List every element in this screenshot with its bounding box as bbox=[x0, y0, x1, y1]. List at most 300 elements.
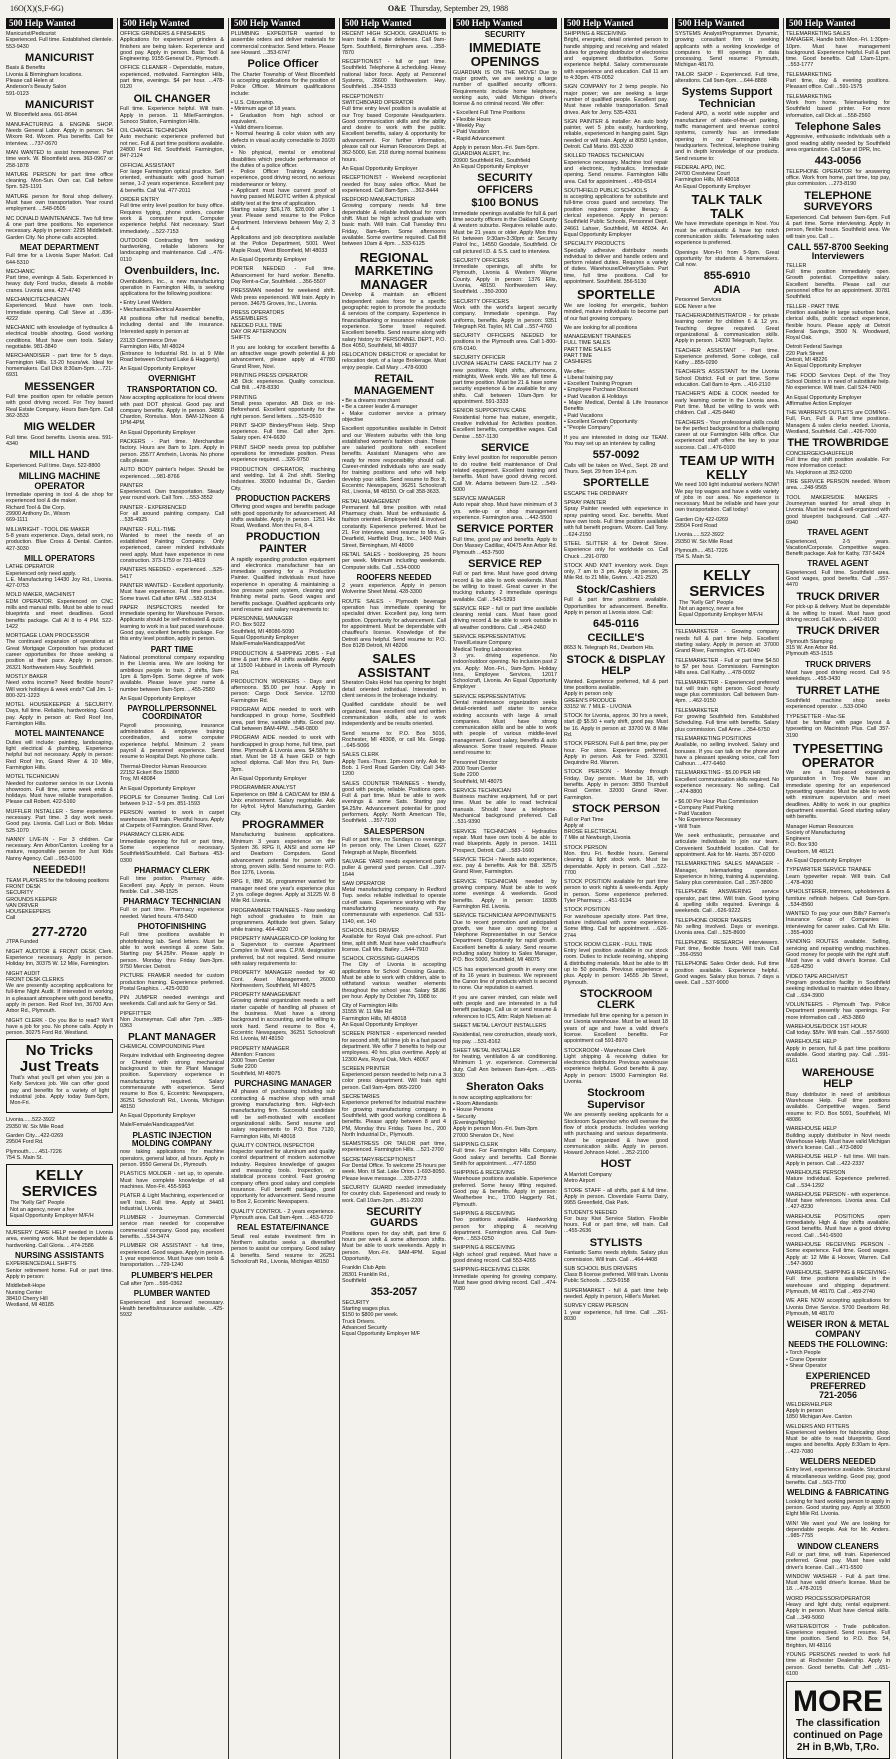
ad-text: PRINTING Small press operator. AB Dick or ink-Beforehand. Excellent opportunity for the right person. Send letters. ...525-0510 bbox=[231, 394, 335, 420]
ad-text: An Equal Opportunity Employer bbox=[231, 257, 307, 264]
ad-text: TELEMARKETING Part time, day & evening positions. Pleasant office. Call ...591-1575 bbox=[786, 71, 890, 91]
ad-title: EXPERIENCED PREFERRED 721-2056 bbox=[805, 1371, 871, 1401]
ad-text: TEACHER'S ASSISTANT for the Livonia School District. Full or part time. Some education. Call 8am to 4pm. ...416-2110 bbox=[675, 369, 779, 389]
ad-text: WRITER/EDITOR - Trade publication. Experience required. Send resume. Full time position. Send to P.O. Box 54, Brighton, MI 48116 bbox=[786, 1623, 890, 1649]
ad-text: Full time positions available in photofinishing lab. Send letters. Must be able to work evenings & some Sats. Starting pay $4.25/hr. Please apply in person. Monday thru Friday 9am-3pm. 9750 Mercier. Detroit. bbox=[120, 932, 224, 970]
ad-text: MANUFACTURING & ENGINE SHOP. Needs General Labor. Apply in person. 54 Wixom Rd. Wixom. Plus benefits. Call for interview. ...737-0670 bbox=[6, 121, 113, 147]
ad-text: PAINTER - EXPERIENCED For all around painting company. Call ...535-4925 bbox=[120, 504, 224, 524]
ad-text: PROGRAMMER TRAINEES - Now seeking high school graduates to train as programmers. Aptitude test given. Salary while training. 464-4020 bbox=[231, 907, 335, 933]
column-8 bbox=[783, 18, 890, 1759]
ad-text: Residential, new construction, steady work, top pay. ...531-8162 bbox=[453, 1032, 557, 1045]
ad-text: We seek enthusiastic, persuasive and articulate individuals to join our team. Convenient Southfield location. Call for appointment. Ask for Mr. Harris. 357-0200 bbox=[675, 833, 779, 858]
kelly-services-title: KELLY SERVICES bbox=[21, 1167, 98, 1201]
column-7 bbox=[672, 18, 779, 1759]
ad-title: TYPESETTING OPERATOR bbox=[792, 740, 884, 770]
ad-text: All positions offer full medical benefits, including dental and life insurance. Interested apply in person at: bbox=[120, 316, 224, 335]
ad-text: Full or part time, no Sundays no evenings. In person only. The Linen Closet, 6227 Telegraph at Maple, Bloomfield. bbox=[342, 837, 446, 856]
ad-title: OVERNIGHT bbox=[148, 374, 196, 384]
ad-text: We are presently seeking applicants for a Stockroom Supervisor who will oversee the flow of stock products. Includes working with purchasing and various departments. Must be organized & have good communication skills. Apply in person. Howard Johnson Hotel. ...352-2100 bbox=[564, 1112, 668, 1157]
ad-text: SHIPPING & RECEIVING High school grad required. Must have a good driving record. Call 553-4265 bbox=[453, 1245, 557, 1264]
ad-title: SALES ASSISTANT bbox=[357, 651, 431, 680]
ad-title: 645-0116 bbox=[593, 618, 639, 631]
ad-text: WAREHOUSE PERSON Mature individual. Experience preferred. Call ...534-1292 bbox=[786, 1169, 890, 1189]
ad-title: Stock/Cashiers bbox=[576, 583, 656, 596]
ad-text: Southfield machine shop seeks experienced operator. ...533-0040 bbox=[786, 698, 890, 711]
kelly-services-logo bbox=[6, 1164, 113, 1226]
ad-text: OIL CHANGE TECHNICIAN Auto mechanic experience preferred but not nec. Full & part time positions available. 24800 Ford Rd. Southfield. Farmington, 847-2124 bbox=[120, 128, 224, 160]
ad-text: TELEPHONE ORDER TAKERS No selling involved. Days or evenings. Livonia area. Call ...525-8600 bbox=[675, 917, 779, 937]
ad-title: Police Officer bbox=[247, 58, 319, 71]
ad-title: NEEDS THE FOLLOWING: bbox=[788, 1340, 888, 1350]
column-1 bbox=[6, 18, 113, 1759]
ad-title: PAYROLL/PERSONNEL COORDINATOR bbox=[127, 704, 217, 722]
ad-title: TELEPHONE SURVEYORS bbox=[803, 189, 873, 214]
ad-text: Full time. Good benefits. Livonia area. 591-4340 bbox=[6, 434, 113, 448]
ad-text: WINDOW WASHER - Full & part time. Must have valid driver's license. Must be 18. ...478-2015 bbox=[786, 1573, 890, 1593]
ad-text: Full time. Experience helpful. Will train. Apply in person. 11 Mile/Farmington. Sunoco Station, Farmington Hills. bbox=[120, 106, 224, 125]
ad-text: VENDING ROUTES available. Selling, servicing and repairing vending machines. Good money for people with the right stuff. Must have a valid driver's license. Call ...628-4250 bbox=[786, 939, 890, 971]
ad-text: PAINTER - FULL-TIME Wanted to meet the needs of an established Painting Company. Only experienced, career minded individuals need apply. Must have experience in new construction. 373-1759 or 731-4819 bbox=[120, 526, 224, 565]
ad-text: PRINT SHOP Bindery/Press Help. Shop experience. Full time. Call after 3pm. Salary open. 474-6630 bbox=[231, 422, 335, 442]
ad-text: SECURITY OFFICER LIVONIA HEALTH CARE FACILITY has 2 new positions. Night shifts, afternoons, midnights, Week ends. We are full time & part time position. Must be 21 & have some security experience & be available for any shifts. Call between 10am-3pm for appointment. 591-3333 bbox=[453, 355, 557, 406]
ad-text: SERVICE REPRESENTATIVE Dental maintenance organization seeks detail-oriented self starter to service existing accounts with large & small companies. Must have strong communication skills and be able to work with people of various middle-level management. Good salary, benefits & auto allowance. Some travel required. Please send resume to: bbox=[453, 693, 557, 757]
ad-text: FEDERAL APD, INC. 24700 Crestview Court Farmington Hills, MI 48018 An Equal Opportunity Employer bbox=[675, 164, 751, 190]
ad-text: City of Farmington Hills 31555 W. 11 Mile Rd Farmington Hills, MI 48018 An Equal Opportunity Employer bbox=[342, 1003, 418, 1029]
ad-text: Manicurist/Pedicurist Experienced. Full time. Established clientele. 553-9430 bbox=[6, 31, 113, 50]
date-line: Thursday, September 29, 1988 bbox=[410, 3, 509, 13]
ad-text: MERCHANDISER - part time for 5 days. Farmington Hills. 13-20 hours/wk. Ideal for homemakers. Call Dick 8:30am-5pm. ...721-6931 bbox=[6, 353, 113, 379]
ad-text: Plymouth.....451-7226 754 S. Main St. bbox=[675, 547, 728, 561]
ad-text: STOCK AND KNIT inventory work. Days only, 7 am to 3 pm. Apply in person, 25 Mile Rd. to 21 Mile, Gwinn. ...421-2520 bbox=[564, 562, 668, 582]
ad-text: SECRETARIES Experience preferred for industrial machine for growing manufacturing company in Southfield, with good working conditions & benefits. Please apply between 8 and 4 PM, Monday thru Friday. Taxes Inc., 200 North Industrial Dr., Plymouth. bbox=[342, 1094, 446, 1138]
ad-text: MUFFLER INSTALLER - Some experience necessary. Part time. 3 day work week. Good pay. Livonia. Call Luci or Bob. Midas 525-1070 bbox=[6, 808, 113, 834]
ad-text: STORE STAFF - all shifts, part & full time. Apply in person. Cloverdale Farms Dairy, 9955 Greenfield, Oak Park. bbox=[564, 1187, 668, 1207]
ad-text: PACKERS - Part time. Merchandise factory. Hours are 8am to 1pm. Apply in person. 25577 Amrhein, Livonia. No phone calls please. bbox=[120, 439, 224, 464]
ad-text: WAREHOUSE HELP - full time. Will train. Apply in person. Call ...422-2337 bbox=[786, 1154, 890, 1167]
ad-text: Small real estate investment firm in Northern suburbs seeks a diversified person to assist our company. Good salary & benefits. Send resume to: 26251 Schoolcraft Rd., Livonia, Michigan 48150 bbox=[231, 1233, 335, 1265]
kelly-services-tagline: The "Kelly Girl" People Not an agency, never a fee Equal Opportunity Employer M/F/H bbox=[679, 599, 763, 619]
ad-text: Personnel Services EOE Never a fee bbox=[675, 297, 722, 310]
ad-text: MOTEL TECHNICIAN Needed for customer service in our Livonia showroom. Full time, some week ends & holidays. Must have reliable transportation. Please call Robert. 422-5160 bbox=[6, 774, 113, 806]
ad-title: MILL HAND bbox=[29, 449, 90, 462]
ad-title: WEISER IRON & METAL COMPANY bbox=[786, 1319, 890, 1339]
ad-text: MECHANIC Part time, evenings & Sats. Experienced in heavy duty Ford trucks, diesels & mobile cranes. Livonia area. 427-4740 bbox=[6, 268, 113, 294]
ad-text: TELEMARKETER - Full or part time $4.50 to $7 per hour. Commission. Farmington Hills area. Call Kathy. ...478-0092 bbox=[675, 657, 779, 677]
ad-text: TEACHER ASSISTANT - Part time. Experience preferred. Some college, call Kathy ...855-0290 bbox=[675, 347, 779, 367]
ad-title: 353-2057 bbox=[370, 1286, 418, 1299]
ad-text: Call after 7pm ...595-0362 bbox=[120, 1280, 183, 1287]
ad-text: TELEMARKETING SALES MANAGER - Manager, telemarketing operation. Experience in hiring, training & supervising. Salary plus commission. Call ...357-3800 bbox=[675, 861, 779, 887]
ad-title: IMMEDIATE OPENINGS bbox=[469, 40, 541, 70]
ad-text: • Excellent Full Time Positions • Flexible Hours • Weekly Pay • Paid Vacation • Rapid Advancement bbox=[453, 110, 525, 142]
ad-title: MIG WELDER bbox=[23, 421, 96, 434]
ad-text: Franklin Club Apts 28301 Franklin Rd., Southfield bbox=[342, 1265, 390, 1284]
ad-text: SALES CLERK Apply Tues.-Thurs. 1pm-noon only. Ask for Bob. 1 Ford Road Garden City. Call 348-1200 bbox=[342, 752, 446, 778]
ad-title: PRODUCTION PAINTER bbox=[246, 531, 320, 555]
ad-title: MANICURIST bbox=[24, 98, 95, 111]
ad-text: TELEMARKETER - Growing company needs full & part time help. Excellent starting salary. Apply in person at: 37000 Grand River, Farmington. 471-6040 bbox=[675, 629, 779, 655]
ad-text: Middlebelt-Hope Nursing Center 38410 Cherry Hill Westland, MI 48185 bbox=[6, 1283, 54, 1309]
ad-title: Sheraton Oaks bbox=[466, 1081, 544, 1094]
ad-text: Positions open for day shift, part time 6 hours per week & some afternoon shifts. Must be able to work weekends. Apply in person. Mon.-Fri. 9AM-4PM. Equal Opportunity. bbox=[342, 1230, 446, 1263]
ad-text: PROPERTY MANAGER/CO-OP looking for a Supervisor to oversee Apartment Complex in West area. C.P.M. designation preferred, but not required. Send resume with salary requirements to: bbox=[231, 935, 335, 967]
ad-text: We need 100 light industrial workers NOW! We pay top wages and have a wide variety of jobs in our area. No experience is necessary. Must be reliable and have your own transportation. Call today! bbox=[675, 482, 779, 514]
ad-title: Ovenbuilders, Inc. bbox=[124, 265, 220, 278]
ad-text: An Equal Opportunity Employer Affirmative Action Employer bbox=[786, 394, 862, 407]
ad-text: Offering good wages and benefits package with good opportunity for advancement. All shifts available. Apply in person. 1251 Hix Road, Westland. Mon thru Fri, 8-4. bbox=[231, 504, 335, 530]
ad-title: STYLISTS bbox=[589, 1236, 643, 1249]
ad-text: PIPEFITTER Non Journeyman. Call after 7pm. ...985-0363 bbox=[120, 1010, 224, 1030]
ad-text: ORDER ENTRY Full time entry level position for busy office. Requires typing, phone orders, counter work & computer input. Computer experience helpful. Not necessary. Start immediately. ...522-7153 bbox=[120, 197, 224, 235]
ad-text: SERVICE TECH - Needs auto experience, exc. pay & benefits. Ask for Bill. 32575 Grand River, Farmington. bbox=[453, 856, 557, 876]
ad-title: Telephone Sales bbox=[795, 120, 881, 133]
ad-text: PLUMBING EXPEDITER wanted to assemble orders and deliver materials for commercial contractor. Send letters. Please see Howard. ...353-6747 bbox=[231, 31, 335, 56]
ad-text: Must have good driving record. Call 9-5 weekdays. ...455-3430 bbox=[786, 669, 890, 683]
ad-text: RECEPTIONIST - Weekend receptionist needed for busy sales office. Must be experienced. Call 8am-5pm. ...362-8444 bbox=[342, 175, 446, 194]
ad-title: STOCKROOM CLERK bbox=[579, 987, 653, 1012]
column-2 bbox=[117, 18, 224, 1759]
ad-text: An Equal Opportunity Employer bbox=[231, 776, 307, 783]
ad-title: TURRET LATHE bbox=[796, 684, 880, 697]
boxed-ad-text: That's what you'll get when you join a Kelly Services job. We can offer good pay and benefits for a variety of light industrial jobs. Apply today 9am-5pm, Mon-Fri. bbox=[10, 1074, 109, 1107]
ad-text: WIN! We want you! We are looking for dependable people. Ask for Mr. Anders. ...985-7755 bbox=[786, 1520, 890, 1540]
ad-text: SPRAY PAINTER Spray Painter needed with experience in spray painting wood. Exc. benefits. Must have own tools. Full time position available with full benefit program. Wixom. Call Tony. ...624-2150 bbox=[564, 500, 668, 538]
ad-text: STOCKROOM - Warehouse Clerk Light shipping & receiving duties for electronics distributor. Previous warehouse experience helpful. Good benefits & pay. Apply in person: 15000 Farmington Rd. Livonia. bbox=[564, 1047, 668, 1085]
ad-text: THE WARREN'S OUTLETS are COMING - Full, Fun, Full & Part time positions. Managers & sales clerks needed. Livonia, Westland, Southfield. Call ...426-7000 bbox=[786, 410, 890, 436]
ad-title: MILL OPERATORS bbox=[24, 553, 95, 563]
ad-text: SUB SCHOOL BUS DRIVERS Class B license preferred. Will train. Livonia Public Schools. ...523-9158 bbox=[564, 1265, 668, 1285]
section-header: 500 Help Wanted bbox=[120, 18, 224, 29]
ad-text: Full & part time positions available. Opportunities for advancement. Benefits. Apply in person at Livonia store. Call: bbox=[564, 597, 668, 616]
kelly-services-logo bbox=[675, 564, 779, 626]
ad-title: TALK TALK TALK bbox=[691, 192, 763, 221]
ad-text: We are a fast-paced expanding organization in Troy. We have an immediate opening for an experienced typesetting operator. Must be able to work with minimum supervision and meet deadlines. Ability to work in our graphics department essential. Good starting salary with benefits. bbox=[786, 770, 890, 821]
ad-text: THE FOOD Services Dept. of the Troy School District is in need of substitute help. No experience. Will train. Call 524-7400 bbox=[786, 372, 890, 392]
ad-text: WAREHOUSE HELP Apply in person, full & part time positions available. Good starting pay. Call ...591-6161 bbox=[786, 1039, 890, 1065]
ad-text: A Marriott Company Metro Airport bbox=[564, 1172, 612, 1185]
ad-text: • Entry Level Welders • Mechanical/Electrical Assembler bbox=[120, 300, 201, 313]
ad-text: Full or part time. Must have good driving record & be able to work weekends. Must be willing to travel. Great career in the trucking industry. 2 immediate openings available. Call ...543-5393 bbox=[453, 571, 557, 603]
ad-text: SAW OPERATOR Metal manufacturing company in Redford Twp. seeks reliable individual to operate cut-off saws. Experience working with the manufacturing necessary. Pay commensurate with experience. Call 531-1140, ext. 140 bbox=[342, 880, 446, 925]
ad-text: An Equal Opportunity Employer bbox=[120, 785, 196, 792]
ad-title: OIL CHANGER bbox=[133, 92, 211, 105]
ad-text: CHEMICAL COMPOUNDING Plant bbox=[120, 1044, 205, 1051]
ad-text: TELEPHONE Sales Order desk. Full time position available. Experience helpful. Good wages. Salary plus bonus. 7 days a week. Call ...537-9000 bbox=[675, 961, 779, 987]
ad-text: An Equal Opportunity Employer bbox=[120, 1113, 196, 1120]
ad-title: 557-0092 bbox=[592, 449, 640, 462]
ad-text: TELEMARKETER - Experienced preferred but will train right person. Good hourly wage plus commission. Call between 9am-4pm. ...462-9150 bbox=[675, 679, 779, 705]
ad-text: PAINTERS NEEDED - experienced. ...525-5417 bbox=[120, 567, 224, 580]
ad-title: NURSING ASSISTANTS bbox=[15, 1251, 104, 1261]
ad-text: OFFICIAL ASSISTANT For large Farmington optical practice. Self oriented, enthusiastic with good human sense, 1-2 years experience. Excellent pay & benefits. Call Val. 477-2011 bbox=[120, 162, 224, 194]
ad-text: Immediate full time opening for a person in our Livonia warehouse. Must be at least 18 years of age and have a valid driver's license. Excellent benefits. For appointment call 591-8970 bbox=[564, 1013, 668, 1045]
ad-text: PRODUCTION & SHIPPING JOBS - Full time & part time. All shifts available. Apply at 11500 Hubbard in Livonia off Plymouth Rd. bbox=[231, 650, 335, 676]
ad-text: PAINTER Experienced. Own transportation. Steady year round work. Call Tom. ...553-3552 bbox=[120, 482, 224, 502]
ad-text: SALES COUNTER TRAINEES - friendly, good with people, reliable. Positions open. Full & part time. Must be able to work evenings & some Sats. Starting pay $4.25/hr. Advancement potential for good performers. Apply: North American Tile, Southfield. ...357-7100 bbox=[342, 780, 446, 825]
ad-text: Send resume to: P.O. Box 5016, Rochester, MI 48308, or call Ms. Gregg. ...645-5066 bbox=[342, 730, 446, 750]
ad-text: SECURITY GUARD needed immediately for country club. Experienced and ready to work. Call 10am-2pm. ...851-2200 bbox=[342, 1184, 446, 1204]
ad-text: Full time, good pay and benefits. Apply to Don Massey Cadillac, 40475 Ann Arbor Rd. Plymouth ...453-7500 bbox=[453, 536, 557, 556]
ad-text: SHIPPING-RECEIVING CLERK Immediate opening for growing company. Must have good driving record. Call ...474-7080 bbox=[453, 1267, 557, 1293]
ad-title: PLUMBER'S HELPER bbox=[131, 1270, 213, 1280]
ad-text: SHIPPING & RECEIVING Two positions available. Hardworking person for shipping & receiving department. Farmington area. Call 9am-4pm. ...553-0250 bbox=[453, 1210, 557, 1243]
ad-text: Openings Mon-Fri from 5-9pm. Great opportunity for students & homemakers. Call now. bbox=[675, 249, 779, 269]
ad-text: An Equal Opportunity Employer bbox=[342, 165, 418, 172]
column-6 bbox=[561, 18, 668, 1759]
ad-text: Federal APD, a world wide supplier and manufacturer of state-of-the-art parking, traffic management and revenue control systems, currently has an immediate opening in our Farmington Hills headquarters. Technical, telephone training and in depth knowledge of our products. Send resume to: bbox=[675, 111, 779, 162]
ad-title: MANICURIST bbox=[24, 51, 95, 64]
ad-text: WAREHOUSE RECEIVING PERSON - Some experience. Full time. Good wages. Apply at: 12 Mile & Hoover, Warren. Call ...547-3600 bbox=[786, 1241, 890, 1267]
ad-text: SERVICE REP - full or part time available cleaning rental cars. Must have good driving record & be able to work outside in all weather conditions. Call ...454-2460 bbox=[453, 605, 557, 631]
ad-text: PROPERTY MANAGER needed for 40 Cont. Asset Management, 26000 Northwestern, Southfield, MI 48075 bbox=[231, 970, 335, 989]
ad-title: TRAVEL AGENT bbox=[807, 559, 869, 569]
ad-text: The Charter Township of West Bloomfield is accepting applications for the position of Police Officer. Minimum qualifications include: bbox=[231, 71, 335, 97]
ad-text: TELEMARKETING POSITIONS Available, no selling involved. Salary and bonuses. If you can talk on the phone and have a pleasant speaking voice, call Tom Calhoun. ...477-6460 bbox=[675, 735, 779, 768]
ad-title: SALESPERSON bbox=[363, 826, 425, 836]
ad-text: PRODUCTION OPERATOR, machining and welding. 1st & 2nd shift. Sterling Industries. 39300 Industrial Dr., Garden City. bbox=[231, 466, 335, 492]
ad-text: OFFICE CLEANER - Dependable, mature, experienced, motivated. Farmington Hills, part time, evenings. $4 per hour. ...478-0120 bbox=[120, 65, 224, 91]
section-header: 500 Help Wanted bbox=[564, 18, 668, 29]
ad-text: TELLER Full time position immediately open. Growth potential. Competitive salary. Excellent benefits. Please call our personnel office for an appointment. 30781 Southfield. bbox=[786, 262, 890, 301]
paper-name: O&E bbox=[387, 3, 407, 13]
ad-text: Payroll processing, insurance administration & employee training coordination, and some computer experience helpful. Minimum 2 years payroll & personnel experience. Send resume to Hospital Dept. No phone calls. bbox=[120, 722, 224, 761]
ad-text: SYSTEMS Analyst/Programmer. Dynamic, growing consultant firm is seeking applicants with a working knowledge of computers to fill openings in data processing. Send resume: Plymouth, Michigan 48170. bbox=[675, 31, 779, 69]
ad-text: PLATER & Light Machining, experienced or we'll train. Full time. Apply at 34401 Industrial, Livonia. bbox=[120, 1193, 224, 1212]
ad-title: TRUCK DRIVERS bbox=[805, 659, 871, 669]
ad-title: PHARMACY TECHNICIAN bbox=[123, 897, 221, 907]
ad-text: A rapidly expanding production equipment and electronics manufacturer has an immediate opening for a Production Painter. Qualified individuals must have experience in operating & maintaining a low pressure paint system, cleaning and finishing metal parts. Good wages and benefits package. Qualified applicants only send resume and salary requirements to: bbox=[231, 556, 335, 613]
ad-columns bbox=[6, 18, 890, 1754]
ad-text: MATURE PERSON for part time office cleaning. Mon-Sun. Own car. Call before 5pm. 525-1191 bbox=[6, 171, 113, 191]
ad-text: 8653 N. Telegraph Rd., Dearborn Hts. bbox=[564, 645, 655, 652]
ad-text: Thermal-Director Human Resources 22152 Eckert Box 15800 Troy, MI 48084 bbox=[120, 763, 207, 783]
more-title: MORE bbox=[793, 1685, 883, 1719]
ad-text: RELOCATION DIRECTOR or specialist for relocation dept. of a large Brokerage. Must enjoy people. Call Mary ...478-6000 bbox=[342, 352, 446, 371]
ad-text: SERVICE TECHNICIAN needed by growing company. Must be able to work some evenings & weekends. Good benefits. Apply in person: 18305 Farmington Rd. Livonia. bbox=[453, 878, 557, 910]
ad-text: WAREHOUSE/DOCK 1ST HOUR Call today. $5/hr. Will train. Call ...557-5600 bbox=[786, 1023, 890, 1037]
ad-text: PORTER NEEDED - Full time. Advancement for hard worker. Benefits. Day Rent-a-Car, Southfield. ...356-5507 bbox=[231, 266, 335, 285]
ad-text: Full time position. Pharmacy aide. Excellent pay. Apply in person. Hours flexible. Call ...348-1525 bbox=[120, 876, 224, 895]
ad-title: THE TROWBRIDGE bbox=[787, 437, 889, 450]
ad-text: Immediate opening in tool & die shop for experienced tool & die maker. Richard Tool & Die Corp. 29900 Anthony Dr., Wixom 669-1111 bbox=[6, 492, 113, 524]
ad-text: STEEL SLITTER & for Detroit Store. Experience only for worldwide co. Call Chuck ...291-0780 bbox=[564, 540, 668, 560]
ad-text: PROPERTY MANAGER Attention: Frances 2000 Town Center Suite 2200 Southfield, MI 48075 bbox=[231, 1045, 290, 1077]
ad-text: Plymouth Stamping 315 W. Ann Arbor Rd. Plymouth 453-1515 bbox=[786, 638, 838, 658]
ad-title: ADIA bbox=[713, 283, 741, 296]
ad-text: All phases of purchasing including sub contracting & machine shop with small growing manufacturing firm. High-tech manufacturing firm. Successful candidate will be self-motivated with excellent organizational skills. Send resume and salary requirements to P.O. Box 7120, Farmington Hills, MI 48018 bbox=[231, 1089, 335, 1140]
ad-text: SECURITY OFFICERS Work with the world's largest security company. Immediate openings. Pay uniforms, benefits. Apply in person: 9351 Telegraph Rd. Taylor, MI. Call ...557-4760 bbox=[453, 298, 557, 330]
ad-title: PLANT MANAGER bbox=[128, 1031, 216, 1043]
ad-text: National promotional company expanding in the Livonia area. We are looking for ambitious people to train. 2 shifts, 9am-1pm & 5pm-9pm. Some degree of work available. Please leave your name & number between 9am-5pm. ...455-2580 bbox=[120, 655, 224, 693]
page-date-line bbox=[0, 4, 896, 13]
ad-text: PROGRAM AIDE needed to work with handicapped in group home, full time, part time. Plymouth & Livonia area. $4.58/hr to start. Must be 18 & have GED or high school diploma. Call Mon thru Fri, 9am-3pm. bbox=[231, 735, 335, 773]
ad-text: 23133 Commerce Drive Farmington Hills, MI 48024 (Entrance to Industrial Rd. is at 9 Mile Road between Orchard Lake & Haggerty) bbox=[120, 337, 224, 363]
ad-text: PRINTING PRESS OPERATOR AB Dick experience. Quality conscious. Call Bill. ...478-8330 bbox=[231, 372, 335, 392]
ad-text: PHARMACY CLERK-AIDE Immediate opening for full or part time, Some experience necessary. Southfield/Southfield. Call Barbara 453-0300 bbox=[120, 832, 224, 864]
ad-text: RPG II, IBM 36, programmer wanted for manager need one year's experience plus 2 yrs. college degree. Apply at 31225 W. 8 Mile Rd. Livonia. bbox=[231, 879, 335, 905]
column-3 bbox=[228, 18, 335, 1759]
section-header: 500 Help Wanted bbox=[231, 18, 335, 29]
ad-text: PROPERTY MANAGEMENT Growing dental organization needs a self starter capable of handling all phases of the business. Must have a strong background in accounting, and be willing to work hard. Send resume to Box 4, Eccentric Newspapers, 36251 Schoolcraft Rd. Livonia, MI 48150 bbox=[231, 992, 335, 1043]
ad-text: SENIOR SUPPORTIVE CARE Residential home has mature, energetic, creative individual for Activities position. Excellent benefits, competitive wages. Call Denise ...557-1130 bbox=[453, 408, 557, 440]
ad-title: MILLING MACHINE OPERATOR bbox=[18, 471, 101, 491]
ad-title: STOCK PERSON bbox=[572, 802, 660, 815]
ad-text: SHIPPING & RECEIVING Bright, energetic, detail oriented person to handle shipping and receiving and related duties for growing distributor of electronics and equipment distribution. Some experience helpful. Salary commensurate with experience and education. Call 11 am to 4:30pm. 478-0052 bbox=[564, 31, 668, 82]
ad-text: Detroit Federal Savings 220 Park Street Detroit, MI 48226 An Equal Opportunity Employer bbox=[786, 344, 862, 370]
more-text: The classification continued on Page 2H in B,Wb, T,Ro. bbox=[793, 1718, 883, 1754]
ad-text: An Equal Opportunity Employer bbox=[120, 429, 196, 436]
ad-text: PROGRAM AIDE needed to work with handicapped in group home, Southfield area, part time, variable shifts. Good pay. Call between 8AM-4PM. ...548-0800 bbox=[231, 707, 335, 732]
ad-text: Looking for hard working person to apply in person. Good starting pay. Apply at 30500 Eight Mile Rd. Livonia. bbox=[786, 1498, 890, 1518]
ad-text: EXPERIENCED/ALL SHIFTS Senior retirement home. Full or part time. Apply in person: bbox=[6, 1261, 113, 1281]
ad-text: SECURITY OFFICERS Immediate openings, all shifts for Plymouth, Livonia & Western Wayne County. Apply in person: 1376 Ellis, Livonia, 48150. Northwestern Hwy. Southfield. ...350-2000 bbox=[453, 257, 557, 296]
ad-text: NIGHT AUDIT FRONT DESK CLERKS We are presently accepting applications for full-time Night Audit. If interested in working in a pleasant atmosphere with good benefits, apply in person. Red Roof Inn, 36700 Ann Arbor Rd., Plymouth. bbox=[6, 970, 113, 1015]
ad-title: PHOTOFINISHING bbox=[137, 922, 207, 932]
ad-text: PRESSMAN needed for weekend shift. Web press experienced. Will train. Apply in person. 34675 Groves, Inc., Livonia. bbox=[231, 288, 335, 307]
ad-text: Livonia......522-3922 29350 W. Six Mile Road bbox=[675, 532, 733, 545]
ad-text: TYPESETTER - Mac-SE Must be familiar with page layout & typesetting on Macintosh Plus. Call 357-3190 bbox=[786, 713, 890, 739]
ad-text: NANNY LIVE-IN - For 3 children. Car necessary. Ann Arbor/Canton. Looking for a mature, responsible person for Just Kids Nanny Agency. Call ...953-0100 bbox=[6, 836, 113, 862]
ad-text: Experienced and licensed necessary. Health benefits/insurance available. ...425-5932 bbox=[120, 1299, 224, 1319]
ad-title: ROOFERS NEEDED bbox=[356, 572, 432, 582]
ad-text: PAPER INSPECTORS needed for immediate opening for Warehouse Person. Applicants should be self-motivated & quick learning to work in a fast paced warehouse. Good pay, excellent benefits package. For this entry level position, apply in person. bbox=[120, 604, 224, 643]
ad-text: We are looking for all positions bbox=[564, 324, 638, 331]
ad-text: Full or Part Time Apply at BROSE ELECTRICAL 7 Mile at Newburgh, Livonia bbox=[564, 816, 631, 842]
ad-text: MECHANIC/TECHNICIAN Experienced. Must have own tools. Immediate opening. Call Steve at ...836-4222 bbox=[6, 296, 113, 322]
section-header: 500 Help Wanted bbox=[342, 18, 446, 29]
ad-text: SIGN PAINTER & installer: An auto body painter, wet 5 jobs easily, hardworking, reliable, experienced in hanging paint. Sign needed or will train. Apply at 8050 Lyndon, Detroit. Call Mario. 891-3330 bbox=[564, 118, 668, 151]
ad-text: RECENT HIGH SCHOOL GRADUATE to learn trade & make deliveries. Call 9am-5pm. Southfield, Birmingham area. ...358-7870 bbox=[342, 31, 446, 56]
ad-text: Develop & maintain an efficient independent sales force for a specific geographic region to promote the products & services of the company. Experience in financial/banking or insurance related work experience. Some travel required. Excellent benefits. Send resume along with salary history to: PERSONNEL DEPT., P.O. Box 4050, Southfield, MI 48037 bbox=[342, 292, 446, 349]
ad-text: ROUTE SALES - Plymouth beverage operation has immediate opening for specialist driver. Excellent pay, long term position. Opportunity for advancement. Call for appointment. Must be dependable with chauffeur's license. Knowledge of the Detroit area helpful. Send resume to: P.O. Box 8128 Detroit, MI 48206 bbox=[342, 598, 446, 649]
ad-text: MOTEL HOUSEKEEPER & SECURITY. Days, full time. Reliable, hardworking. Good pay. Apply in person at: Red Roof Inn, Farmington Hills. bbox=[6, 702, 113, 728]
ad-title: TEAM UP WITH KELLY bbox=[679, 453, 775, 482]
ad-text: SCHOOL CROSSING GUARDS The City of Livonia is accepting applications for School Crossing Guards. Must be able to work with children, able to withstand various weather elements throughout the school year. Salary $8.86 per hour. Apply by October 7th, 1988 to: bbox=[342, 956, 446, 1000]
ad-text: PLUMBER OR ASSISTANT - full time, experienced. Good wages. Apply in person. 1 year experience. Must have own tools & transportation. ...729-1240 bbox=[120, 1243, 224, 1269]
ad-text: STOCK POSITION For warehouse specialty store. Part time, mature individual with some experience. Some lifting. Call for appointment. ...626-2744 bbox=[564, 907, 668, 939]
ad-text: VOLUNTEERS - Plymouth Twp. Police Department presently has openings. For more information call ...453-3869 bbox=[786, 1001, 890, 1021]
ad-text: • Be a dreams merchant • Be a career leader & manager • Make customer service a primary objective bbox=[342, 398, 446, 423]
ad-title: SECURITY bbox=[484, 30, 526, 39]
ad-title: 443-0056 bbox=[814, 155, 862, 168]
ad-text: Garden City....422-0269 29504 Ford Rd. bbox=[6, 1133, 64, 1146]
ad-text: Experienced. Full time. Days. 522-8800 bbox=[6, 462, 101, 469]
ad-text: TELEPHONE ANSWERING service operator, part time. Will train. Good typing & spelling skills required. Evenings & weekends. Call ...626-9222 bbox=[675, 889, 779, 915]
ad-text: LATHE OPERATOR Experienced only need apply. L.E. Manufacturing 14430 Joy Rd., Livonia. 427-0753 bbox=[6, 564, 113, 590]
ad-text: SKILLED TRADES TECHNICIAN Experience necessary. Machine tool repair and electronic, hydraulics. Immediate opening. Send resume. Farmington Hills area. Call for appointment. ...459-6514 bbox=[564, 153, 668, 185]
ad-text: RECEPTIONIST - full or part time. Southfield. Telephone & scheduling. Heavy national labor force. Apply at Personnel Systems, 26600 Northwestern Hwy. Southfield. ...354-1533 bbox=[342, 59, 446, 91]
ad-text: NIGHT AUDITOR & FRONT DESK Clerk. Experience necessary. Apply in person. Holiday Inn, 30375 W. 12 Mile, Farmington. bbox=[6, 948, 113, 968]
ad-text: MOLD MAKER, MACHINIST EDM OPERATOR. Experienced on CNC mills and manual mills. Must be able to read blueprints and meet deadlines. Good benefits package. Call Al 8 to 4 PM. 522-1422 bbox=[6, 592, 113, 630]
ad-text: Sheraton Oaks Hotel has opening for bright detail oriented individual. Interested in client services in the brokerage industry. bbox=[342, 680, 446, 700]
ad-text: MILLWRIGHT - TOOL DIE MAKER 5-8 years experience. Days, detail work, no production. Blue Cross & Dental. Canton. 427-3030 bbox=[6, 526, 113, 552]
ad-text: is now accepting applications for: • Room Attendants • House Persons • Security (Evenings/Nights) Apply in person Mon.-Fri. 9am-3pm 27000 Sheraton Dr., Novi bbox=[453, 1094, 538, 1139]
page-folio: 16O(X)(S,F-6G) bbox=[10, 3, 64, 13]
ad-title: PLASTIC INJECTION MOLDING COMPANY bbox=[131, 1130, 213, 1149]
ad-title: PURCHASING MANAGER bbox=[234, 1079, 332, 1089]
ad-text: TEACHER'S AIDE & COOK needed for early learning center in the Livonia area. Part time. Must be willing to work with children. Call ...425-8440 bbox=[675, 391, 779, 417]
ad-title: PLUMBER WANTED bbox=[133, 1289, 211, 1299]
ad-text: STUDENTS NEEDED For busy Kiwi Service Station. Flexible hours. Full or part time, will train. Call ...455-2636 bbox=[564, 1209, 668, 1235]
ad-title: WINDOW CLEANERS bbox=[797, 1541, 879, 1551]
ad-title: SECURITY OFFICERS bbox=[477, 172, 533, 196]
ad-title: WELDERS NEEDED bbox=[800, 1457, 876, 1467]
ad-text: • Torch People • Crane Operator • Shear Operator bbox=[786, 1350, 827, 1370]
ad-text: Qualified candidate should be well organized, have excellent oral and written communication skills, able to work independently and be results oriented. bbox=[342, 702, 446, 728]
column-4 bbox=[339, 18, 446, 1759]
ad-text: WAREHOUSE POSITIONS open immediately. High & day shifts available. Good benefits. Must have a good driving record. Call ...541-6500 bbox=[786, 1213, 890, 1239]
ad-text: NIGHT CLERK - Do you like to read? We'll have a job for you. No phone calls. Apply in person. 30275 Ford Rd. Westland. bbox=[6, 1017, 113, 1037]
ad-title: WELDING & FABRICATING bbox=[786, 1488, 890, 1498]
ad-title: PROGRAMMER bbox=[242, 818, 324, 831]
ad-text: RECEPTIONIST/ SWITCHBOARD OPERATOR Full time entry level position is available at our Troy based Corporate Headquarters. Good communication skills and the ability and desire to work with the public. Excellent benefits, salary & opportunity for advancement. For further information, please call our Human Resources Dept. at 362-5000, Ext. 218 during normal business hours. bbox=[342, 93, 446, 163]
ad-text: PRODUCTION WORKERS - Days and afternoons. $5.00 per hour. Apply in person: Cargo Dock Service. 12700 Farmington Rd. bbox=[231, 678, 335, 704]
ad-text: JTPA Funded bbox=[6, 939, 39, 946]
ad-text: Full time position open for reliable person with good driving record. For Troy based Real Estate Company. Hours 8am-5pm. Call 362-3533 bbox=[6, 394, 113, 419]
ad-text: PRESS OPERATORS ASSEMBLERS NEEDED FULL TIME DAY OR AFTERNOON SHIFTS bbox=[231, 310, 287, 342]
ad-text: PAINTER WANTED - Excellent opportunity. Must have experience. Full time position. Some travel. Call after 6PM. ...582-9134 bbox=[120, 582, 224, 602]
section-header: 500 Help Wanted bbox=[786, 18, 890, 29]
boxed-ad bbox=[6, 1039, 113, 1113]
ad-text: WELDERS AND FITTERS Experienced welders for fabricating shop. Must be able to read blueprints. Good wages and benefits. Apply 8:30am to 4pm. ...422-7080 bbox=[786, 1423, 890, 1455]
ad-text: RETAIL SALES - bookkeeping, 25 hours per week. Minimum including weekends. Computer skills. Call ...534-0000 bbox=[342, 551, 446, 571]
ad-text: STOCK for Livonia, approx. 30 hrs a week, start @ $5.50 + early shift, good pay. Must be 16. Apply in person at: 33700 W. 8 Mile Rd. bbox=[564, 713, 668, 738]
ad-text: SHEET METAL LAYOUT INSTALLERS bbox=[453, 1022, 547, 1029]
ad-text: Now accepting applications for local drivers with past DOT physical. Good pay and company benefits. Apply in person. 34860 Chardon, Romulus. Mon. 8AM-12Noon & 1PM-4PM. bbox=[120, 395, 224, 427]
ad-text: STOCK PERSON Mon. thru Fri. flexible hours. General cleaning & light stock work. Must be dependable. Apply in person. Call ...522-7700 bbox=[564, 844, 668, 876]
ad-text: GUARDIAN IS ON THE MOVE! Due to major growth, we are seeking a large number of qualified security officers. Requirements include home telephone, working auto, valid Michigan driver's license & no criminal record. We offer: bbox=[453, 69, 557, 108]
ad-text: An Equal Opportunity Employer bbox=[120, 695, 196, 702]
ad-text: SCREEN PRINTER Experienced person needed to help run a 3 color press department. Will train right person. Call 9am-4pm. 865-2200 bbox=[342, 1065, 446, 1091]
ad-text: PIN JUMPER needed evenings and weekends. Call and ask for Gerry or Sid. bbox=[120, 995, 224, 1008]
ad-title: SERVICE bbox=[480, 441, 530, 454]
ad-text: SECURITY OFFICERS NEEDED for positions in the Plymouth area. Call 1-800-678-0140. bbox=[453, 333, 557, 352]
ad-text: Manufacturing business applications. Minimum 3 years experience on the System 36. RPG II, ANSI and some HP and Dearborn Computers. Good advancement potential for person with strong, proven skills. Send resume to: P.O. Box 1276, Livonia. bbox=[231, 832, 335, 877]
ad-text: • U.S. Citizenship. • Minimum age of 18 years. • Graduation from high school or equivalent. • Valid drivers license. • Normal hearing & color vision with any defects in visual acuity correctable to 20/20 vision. • No physical, mental or emotional disabilities which preclude performance of the duties of a police officer. • Police Officer Training Academy experience, good driving record, no serious misdemeanor or felony. • Applicant must have current proof of having passed MLEOTC written & physical ability test at the time of application. Starting salary $26,178. $28,000 after 1 year. Please send resume to the Police Department. Interviews between May 2, 3 & 4. bbox=[231, 99, 335, 232]
ad-text: WAREHOUSE, SHIPPING & RECEIVING - Full time positions available in the warehouse and shipping department. Plymouth, MI 48170. Call ...459-2740 bbox=[786, 1270, 890, 1296]
ad-text: TELEMARKETING Work from home. Telemarketing for Southfield based printer. For more information, call Dick at ...558-2560 bbox=[786, 93, 890, 119]
ad-text: SEAMSTRESS OR TAILOR part time, experienced. Farmington Hills. ...521-2700 bbox=[342, 1141, 446, 1154]
ad-text: Garden City 422-0269 29504 Ford Road bbox=[675, 516, 729, 530]
ad-text: OFFICE GRINDERS & FINISHERS Applications for experienced grinders & finishers are being taken. Experience and good pay. Apply in person. Basic Tool & Engineering. 9155 General Dr., Plymouth. bbox=[120, 31, 224, 63]
ad-title: TRUCK DRIVER bbox=[796, 625, 880, 638]
ad-text: REDFORD MANUFACTURER Growing company needs full time dependable & reliable individual for noon shift. Must be high school graduate with basic math. Will train. Call Tuesday thru Friday, 8am-4pm. Some afternoons available. Some overtime required. Call Bill between 10am & 4pm. ...533-6125 bbox=[342, 197, 446, 248]
ad-title: CALL 557-8700 Seeking Interviewers bbox=[787, 242, 889, 262]
ad-text: PICTURE FRAMER needed for custom production framing. Experience preferred. Postal Graphics. ...425-0030 bbox=[120, 973, 224, 992]
column-5 bbox=[450, 18, 557, 1759]
ad-text: MORTGAGE LOAN PROCESSOR The continued expansion of operations at Great Mortgage Corporation has produced career opportunities for those seeking a position at their pace. Apply in person. 26321 Northwestern Hwy. Southfield. bbox=[6, 633, 113, 671]
ad-text: Apply in person Mon.-Fri. 9am-5pm. GUARDIAN ALERT, Inc. 20900 Southfield Rd., Southfield An Equal Opportunity Employer bbox=[453, 144, 539, 170]
ad-text: Experienced. Call between 9am-6pm. Full & part time. Some interviewing. Apply in person, flexible hours. Southfield area. We will train you. Call ... bbox=[786, 214, 890, 240]
ad-title: WAREHOUSE HELP bbox=[801, 1066, 875, 1091]
ad-text: If you are interested in doing our TEAM. You may set up an interview by calling bbox=[564, 434, 668, 447]
ad-text: Experienced, 2-5 years. Vacation/Corporate. Competitive wages. Benefit package. Ask for Kathy. 737-5424 bbox=[786, 538, 890, 558]
ad-text: STOCK PERSON - Monday through Friday. Day person. Must be 18, with benefits. Apply in person: 3850 Trumbull Road Center. 32000 Grand River. Farmington. bbox=[564, 769, 668, 801]
ad-text: TYPEWRITER SERVICE TRAINEE Learn typewriter repair. Will train. Call ...478-4090 bbox=[786, 867, 890, 886]
ad-title: SECURITY GUARDS bbox=[366, 1205, 422, 1230]
ad-text: YOUNG PERSONS needed to work full time at Rochester Dealership. Apply in person. Good benefits. Call Jeff ...651-6100 bbox=[786, 1652, 890, 1677]
ad-text: Fantastic Sams needs stylists. Salary plus commission. Will train. Call ...464-4408 bbox=[564, 1250, 668, 1263]
ad-title: MESSENGER bbox=[24, 380, 95, 393]
ad-title: SPORTELLE bbox=[582, 477, 649, 490]
ad-text: If you are looking for excellent benefits & an attractive wage growth potential & job advancement, please apply at 47780 Grand River, Novi. bbox=[231, 344, 335, 370]
ad-text: TEACHER/ADMINISTRATOR - for private learning center for children 6 & 12 yrs. Teaching degree required. Great organizational & communication skills. Apply in person. 14200 Telegraph, Taylor. bbox=[675, 313, 779, 345]
section-header: 500 Help Wanted bbox=[675, 18, 779, 29]
ad-text: PERSON wanted to work in carpet warehouse. Will train. Plentiful hours. Apply at Carpets of Farmington. Grand River. bbox=[120, 810, 224, 830]
ad-text: 2 years experience. Apply in person Wolverine Sheet Metal. 428-3300 bbox=[342, 583, 446, 596]
ad-text: If you are career minded, can relate well with people and are interested in a full benefit package, Call us or send resume & references to ICS, Attn: Ralph Nielsen at: bbox=[453, 994, 557, 1020]
ad-text: SERVICE TECHNICIAN Business machine equipment, full or part time. Must be able to read technical manuals. Should have a telephone. Mechanical background preferred. Call ...531-9390 bbox=[453, 787, 557, 826]
